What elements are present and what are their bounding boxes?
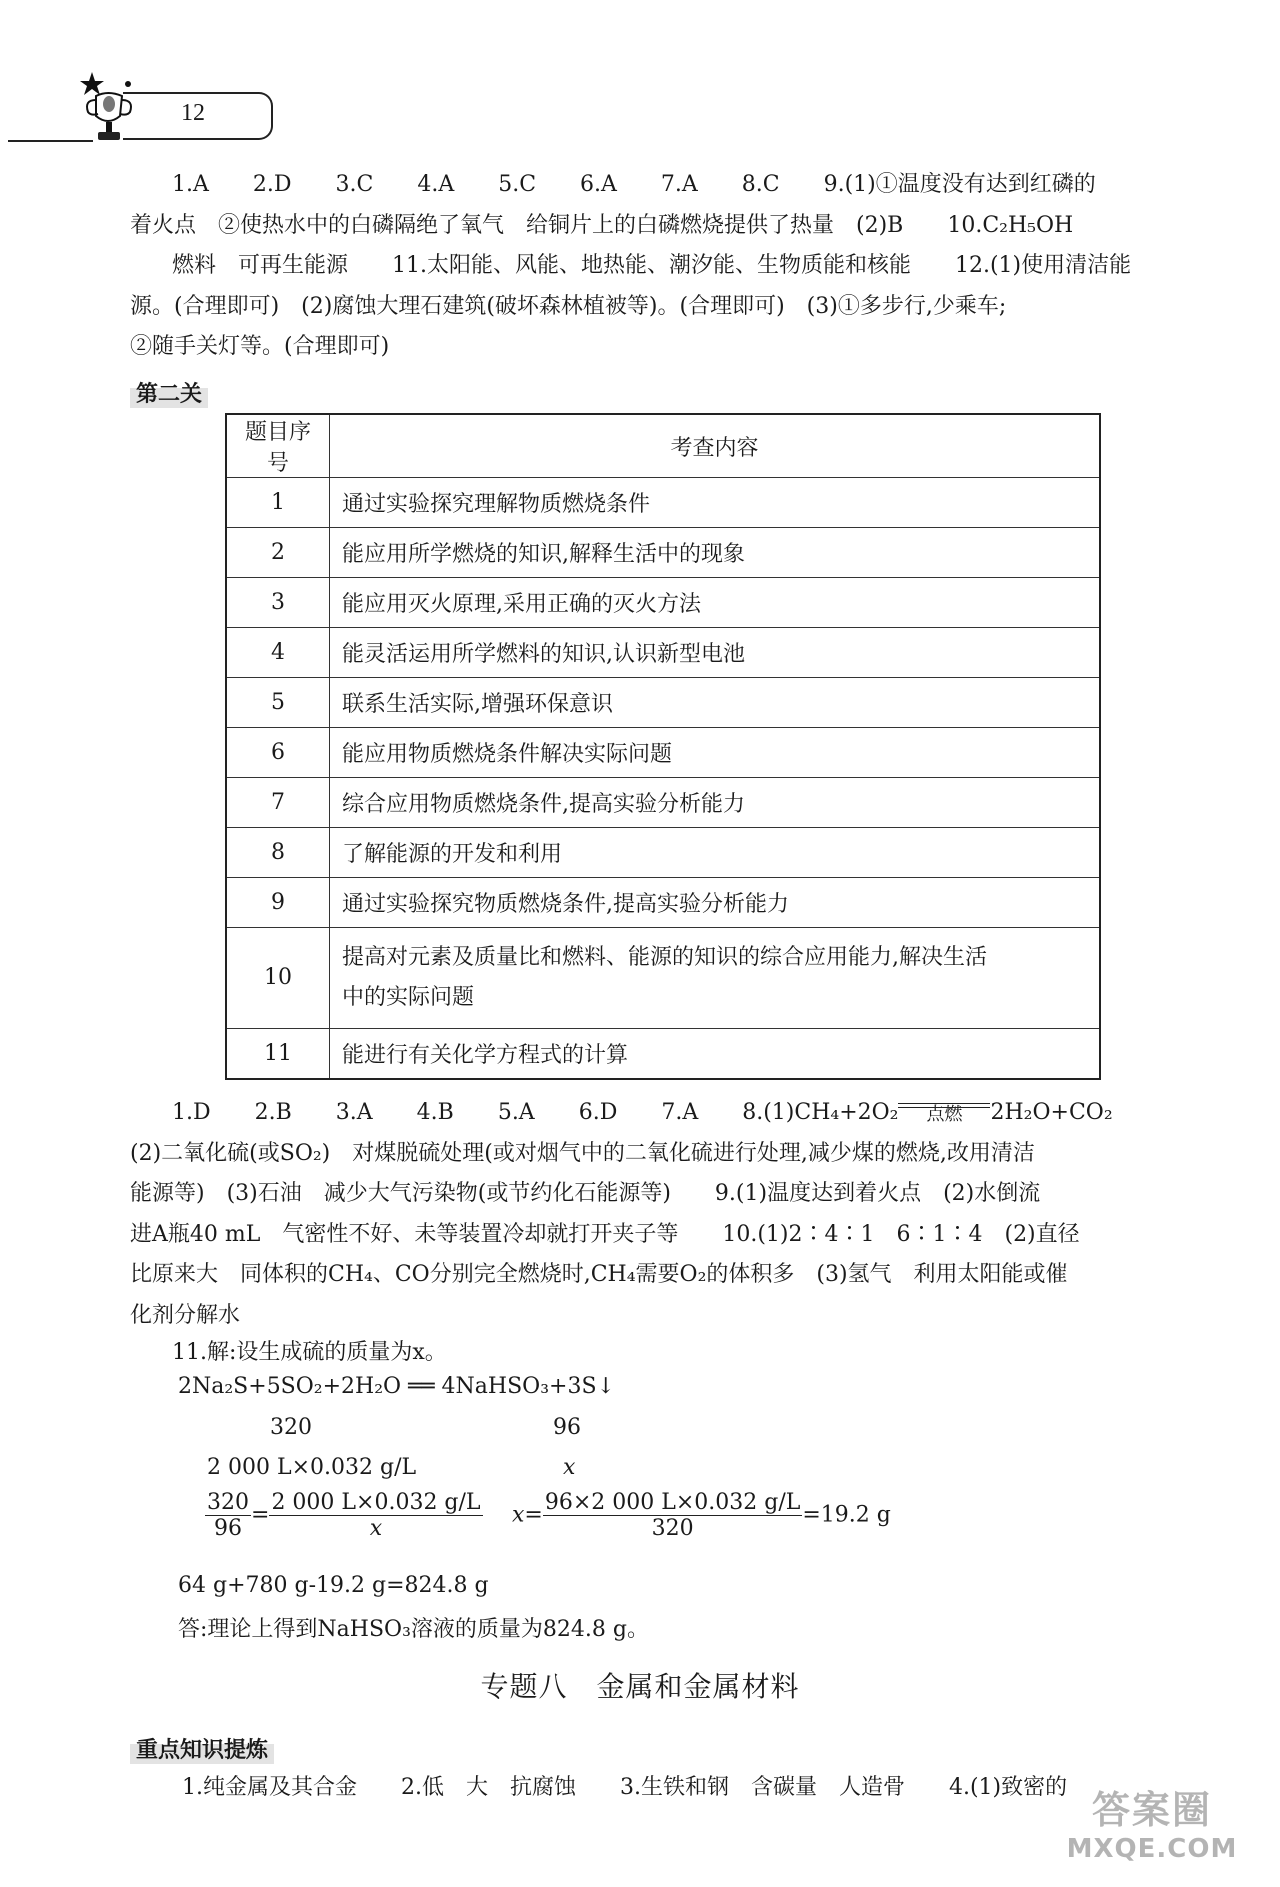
section-label-level2: 第二关 — [130, 377, 208, 408]
row-number: 10 — [226, 928, 330, 1029]
answer-line: 1.A 2.D 3.C 4.A 5.C 6.A 7.A 8.C 9.(1)①温度没有达到红磷的 — [172, 172, 1096, 197]
table-row — [226, 1029, 1100, 1080]
answer-line: 进A瓶40 mL 气密性不好、未等装置冷却就打开夹子等 10.(1)2∶4∶1 6∶1∶4 (2)直径 — [130, 1221, 1080, 1247]
fraction: $\frac{2 000 L\times 0.032 g/L}{x}$ — [271, 1490, 481, 1541]
x-label: x= — [512, 1502, 543, 1528]
key-points-line: 1.纯金属及其合金 2.低 大 抗腐蚀 3.生铁和钢 含碳量 人造骨 4.(1)致密的 — [182, 1775, 1068, 1800]
row-content: 综合应用物质燃烧条件,提高实验分析能力 — [330, 778, 1101, 828]
table-row — [226, 778, 1100, 828]
row-number: 8 — [226, 828, 330, 878]
answer-line: 能源等) (3)石油 减少大气污染物(或节约化石能源等) 9.(1)温度达到着火点 (2)水倒流 — [130, 1181, 1041, 1206]
molar-mass-right: 96 — [553, 1415, 581, 1440]
row-number: 4 — [226, 628, 330, 678]
reaction-condition: 点燃 — [926, 1104, 963, 1125]
page-number-box — [123, 92, 273, 140]
chemical-equation: 2Na₂S+5SO₂+2H₂O ══ 4NaHSO₃+3S↓ — [178, 1374, 615, 1399]
solution-intro: 11.解:设生成硫的质量为x。 — [172, 1340, 447, 1365]
row-content-line: 提高对元素及质量比和燃料、能源的知识的综合应用能力,解决生活 — [342, 945, 987, 970]
row-content-line: 中的实际问题 — [342, 985, 475, 1010]
row-number: 9 — [226, 878, 330, 928]
table-row — [226, 928, 1100, 1029]
row-number: 2 — [226, 528, 330, 578]
topic-title: 专题八 金属和金属材料 — [480, 1670, 800, 1703]
row-content: 能应用灭火原理,采用正确的灭火方法 — [330, 578, 1101, 628]
answer-line: (2)二氧化硫(或SO₂) 对煤脱硫处理(或对烟气中的二氧化硫进行处理,减少煤的燃烧,改用清洁 — [130, 1140, 1035, 1166]
row-content — [330, 928, 1101, 1029]
answer-text: 1.D 2.B 3.A 4.B 5.A 6.D 7.A 8.(1)CH₄+2O₂ — [172, 1100, 899, 1125]
section-label-key-points: 重点知识提炼 — [130, 1733, 274, 1764]
molar-mass-left: 320 — [270, 1415, 312, 1440]
row-content: 联系生活实际,增强环保意识 — [330, 678, 1101, 728]
row-number: 11 — [226, 1029, 330, 1080]
table-row — [226, 828, 1100, 878]
proportion: $\frac{320}{96}$ = $\frac{2 000 L\times 0.032 g/L}{x}$ — [207, 1490, 481, 1541]
row-content: 了解能源的开发和利用 — [330, 828, 1101, 878]
row-content: 能进行有关化学方程式的计算 — [330, 1029, 1101, 1080]
row-content: 能应用物质燃烧条件解决实际问题 — [330, 728, 1101, 778]
row-number: 7 — [226, 778, 330, 828]
page-number: 12 — [181, 100, 205, 126]
watermark-text: 答案圈 — [1091, 1788, 1212, 1832]
table-row — [226, 478, 1100, 528]
watermark-logo — [1042, 1779, 1262, 1875]
answer-text: 2H₂O+CO₂ — [990, 1100, 1113, 1125]
row-content: 通过实验探究物质燃烧条件,提高实验分析能力 — [330, 878, 1101, 928]
answer-line: ②随手关灯等。(合理即可) — [130, 334, 390, 359]
answer-line: 燃料 可再生能源 11.太阳能、风能、地热能、潮汐能、生物质能和核能 12.(1)使用清洁能 — [172, 253, 1132, 278]
exam-content-table — [225, 413, 1101, 1080]
watermark-url: MXQE.COM — [1066, 1834, 1238, 1864]
table-row — [226, 528, 1100, 578]
final-calculation: 64 g+780 g-19.2 g=824.8 g — [178, 1573, 489, 1598]
row-content: 能灵活运用所学燃料的知识,认识新型电池 — [330, 628, 1101, 678]
fraction: $\frac{320}{96}$ — [207, 1490, 249, 1541]
answer-line: 着火点 ②使热水中的白磷隔绝了氧气 给铜片上的白磷燃烧提供了热量 (2)B 10.C₂H₅OH — [130, 212, 1074, 238]
answer-line: 化剂分解水 — [130, 1302, 241, 1328]
table-row — [226, 628, 1100, 678]
x-calculation — [512, 1490, 891, 1541]
table-row — [226, 728, 1100, 778]
row-content: 能应用所学燃烧的知识,解释生活中的现象 — [330, 528, 1101, 578]
table-row — [226, 678, 1100, 728]
table-row — [226, 878, 1100, 928]
x-result: =19.2 g — [802, 1502, 891, 1528]
row-number: 6 — [226, 728, 330, 778]
page-header — [8, 70, 268, 150]
answer-line: 比原来大 同体积的CH₄、CO分别完全燃烧时,CH₄需要O₂的体积多 (3)氢气 利用太阳能或催 — [130, 1262, 1068, 1287]
column-header-number: 题目序号 — [226, 414, 330, 478]
table-header-row — [226, 414, 1100, 478]
answer-line: 源。(合理即可) (2)腐蚀大理石建筑(破坏森林植被等)。(合理即可) (3)①多步行,少乘车; — [130, 293, 1007, 319]
column-header-content: 考查内容 — [330, 414, 1101, 478]
row-number: 5 — [226, 678, 330, 728]
row-number: 1 — [226, 478, 330, 528]
fraction: $\frac{96\times 2 000 L\times 0.032 g/L}{320}$ — [544, 1490, 801, 1541]
answer-line — [130, 1093, 1210, 1134]
table-row — [226, 578, 1100, 628]
row-content: 通过实验探究理解物质燃烧条件 — [330, 478, 1101, 528]
answers-part2 — [130, 1093, 1210, 1336]
given-mass-right: x — [563, 1455, 576, 1480]
final-answer: 答:理论上得到NaHSO₃溶液的质量为824.8 g。 — [178, 1617, 649, 1642]
answers-part1 — [130, 165, 1210, 368]
row-number: 3 — [226, 578, 330, 628]
given-mass-left: 2 000 L×0.032 g/L — [207, 1455, 417, 1480]
